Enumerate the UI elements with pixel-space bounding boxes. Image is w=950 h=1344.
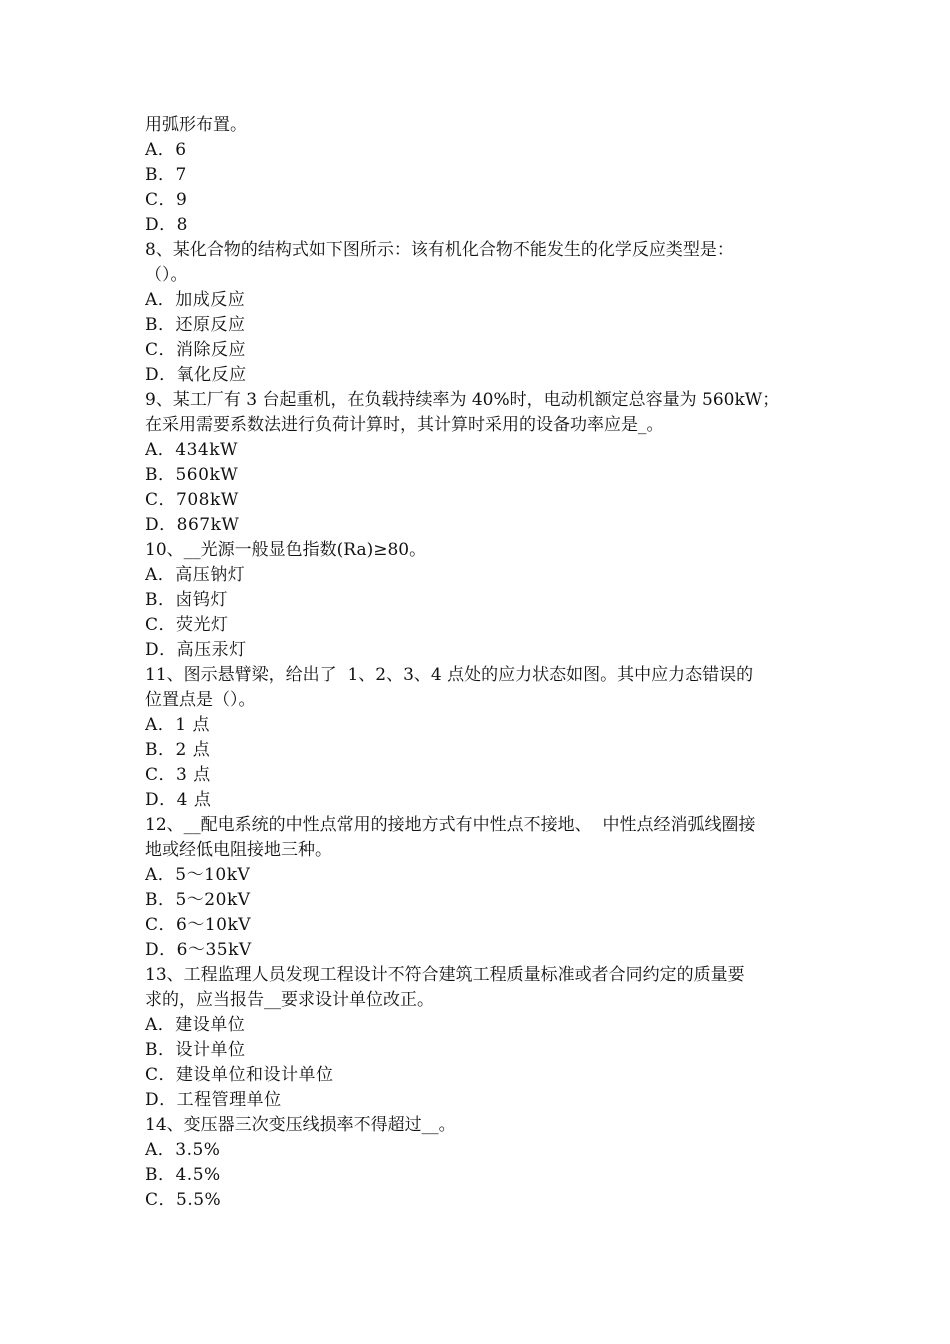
question-11: 11、图示悬臂梁，给出了 1、2、3、4 点处的应力状态如图。其中应力态错误的 xyxy=(145,665,754,685)
option-d: D．867kW xyxy=(145,515,240,535)
option-a: A．5～10kV xyxy=(145,865,251,885)
question-14: 14、变压器三次变压线损率不得超过__。 xyxy=(145,1115,456,1135)
option-c: C．9 xyxy=(145,190,188,210)
option-b: B．5～20kV xyxy=(145,890,251,910)
option-d: D．高压汞灯 xyxy=(145,640,247,660)
option-c: C．6～10kV xyxy=(145,915,252,935)
option-c: C．708kW xyxy=(145,490,239,510)
question-12: 12、__配电系统的中性点常用的接地方式有中性点不接地、 中性点经消弧线圈接 xyxy=(145,815,756,835)
option-a: A．建设单位 xyxy=(145,1015,246,1035)
question-11-continuation: 位置点是（）。 xyxy=(145,690,256,710)
option-b: B．2 点 xyxy=(145,740,211,760)
option-d: D．6～35kV xyxy=(145,940,252,960)
option-b: B．还原反应 xyxy=(145,315,246,335)
option-c: C．建设单位和设计单位 xyxy=(145,1065,334,1085)
option-d: D．8 xyxy=(145,215,188,235)
text-line: 用弧形布置。 xyxy=(145,115,247,135)
document-body xyxy=(145,113,810,1213)
option-c: C．荧光灯 xyxy=(145,615,229,635)
option-c: C．5.5% xyxy=(145,1190,222,1210)
option-a: A．6 xyxy=(145,140,187,160)
option-b: B．设计单位 xyxy=(145,1040,246,1060)
option-d: D．氧化反应 xyxy=(145,365,247,385)
option-d: D．4 点 xyxy=(145,790,212,810)
option-c: C．3 点 xyxy=(145,765,211,785)
option-b: B．7 xyxy=(145,165,187,185)
option-a: A．434kW xyxy=(145,440,238,460)
option-b: B．卤钨灯 xyxy=(145,590,228,610)
question-13-continuation: 求的，应当报告__要求设计单位改正。 xyxy=(145,990,434,1010)
question-9: 9、某工厂有 3 台起重机，在负载持续率为 40%时，电动机额定总容量为 560kW； xyxy=(145,390,780,410)
option-c: C．消除反应 xyxy=(145,340,247,360)
option-a: A．加成反应 xyxy=(145,290,246,310)
option-d: D．工程管理单位 xyxy=(145,1090,282,1110)
question-8-continuation: （）。 xyxy=(145,265,188,285)
option-b: B．560kW xyxy=(145,465,239,485)
question-13: 13、工程监理人员发现工程设计不符合建筑工程质量标准或者合同约定的质量要 xyxy=(145,965,745,985)
option-a: A．3.5% xyxy=(145,1140,221,1160)
option-a: A．1 点 xyxy=(145,715,210,735)
option-b: B．4.5% xyxy=(145,1165,221,1185)
question-10: 10、__光源一般显色指数(Ra)≥80。 xyxy=(145,540,427,560)
question-12-continuation: 地或经低电阻接地三种。 xyxy=(145,840,332,860)
question-9-continuation: 在采用需要系数法进行负荷计算时，其计算时采用的设备功率应是_。 xyxy=(145,415,664,435)
question-8: 8、某化合物的结构式如下图所示：该有机化合物不能发生的化学反应类型是： xyxy=(145,240,734,260)
option-a: A．高压钠灯 xyxy=(145,565,246,585)
